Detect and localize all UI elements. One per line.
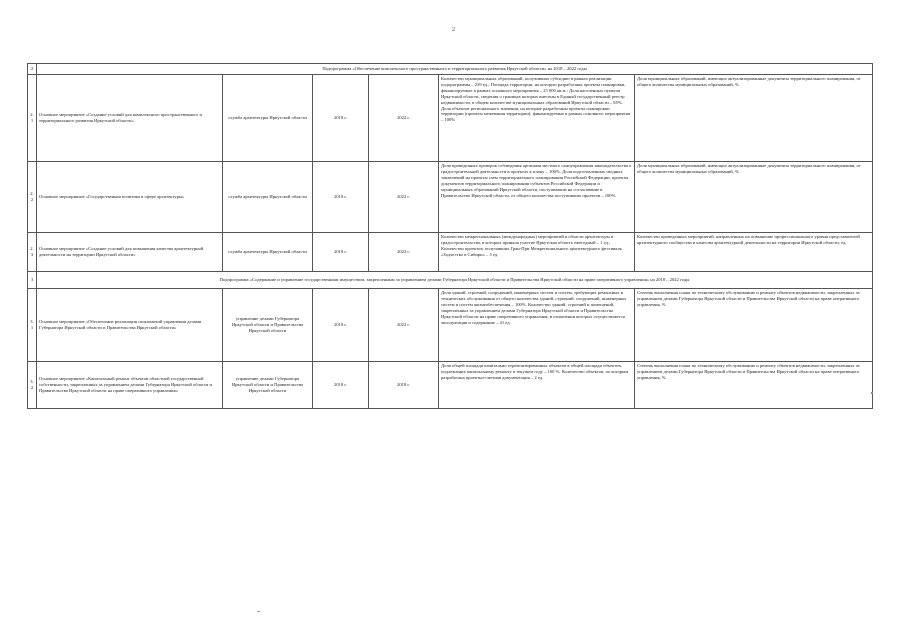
scan-speck bbox=[871, 392, 873, 394]
responsible-executor: служба архитектуры Иркутской области bbox=[223, 233, 313, 272]
table-row bbox=[28, 289, 873, 362]
program-table bbox=[27, 63, 873, 409]
section-number: 2 bbox=[28, 64, 37, 75]
section-header-row bbox=[28, 272, 873, 289]
section-title: Подпрограмма «Содержание и управление государственным имуществом, закрепленным за управлением делами Губернатора Иркутской области и Правительства Иркутской области на праве оперативного управления» на 2018 – 2022 годы bbox=[37, 272, 873, 289]
responsible-executor: управление делами Губернатора Иркутской области и Правительства Иркутской области bbox=[223, 362, 313, 409]
end-year: 2018 г. bbox=[369, 362, 439, 409]
row-number: 2.3 bbox=[28, 233, 37, 272]
responsible-executor: служба архитектуры Иркутской области bbox=[223, 75, 313, 162]
end-year: 2022 г. bbox=[369, 162, 439, 233]
row-number: 2.2 bbox=[28, 162, 37, 233]
end-year: 2022 г. bbox=[369, 233, 439, 272]
measure-name: Основное мероприятие «Создание условий для комплексного пространственного и территориального развития Иркутской области» bbox=[37, 75, 223, 162]
expected-results: Доля общей площади капитально отремонтированных объектов в общей площади объектов, подлежащих капитальному ремонту в текущем году – 100 %. Количество объектов, по которым разработана проектно-сметная документация – 2 ед. bbox=[439, 362, 635, 409]
row-number: 3.1 bbox=[28, 289, 37, 362]
responsible-executor: управление делами Губернатора Иркутской области и Правительства Иркутской области bbox=[223, 289, 313, 362]
expected-results: Доля проведенных проверок соблюдения органами местного самоуправления законодательства о градостроительной деятельности в проектах к плану – 100%. Доля подготовленных сводных заключений на проекты схем территориального планирования Российской Федерации, проекты документов территориального планирования субъектов Российской Федерации и муниципальных образований Иркутской области, поступившим на согласование в Правительство Иркутской области, от общего количества поступивших проектов – 100% bbox=[439, 162, 635, 233]
target-indicator: Степень выполнения плана по техническому обслуживанию и ремонту объектов недвижимости, закрепленных за управлением делами Губернатора Иркутской области и Правительства Иркутской области на праве оперативного управления, % bbox=[635, 289, 873, 362]
measure-name: Основное мероприятие «Обеспечение реализации полномочий управления делами Губернатора Иркутской области и Правительства Иркутской области» bbox=[37, 289, 223, 362]
measure-name: Основное мероприятие «Капитальный ремонт объектов областной государственной собственности, закрепленных за управлением делами Губернатора Иркутской области и Правительства Иркутской области на праве оперативного управления» bbox=[37, 362, 223, 409]
table-row bbox=[28, 233, 873, 272]
start-year: 2018 г. bbox=[313, 233, 369, 272]
table-row bbox=[28, 162, 873, 233]
start-year: 2018 г. bbox=[313, 362, 369, 409]
end-year: 2022 г. bbox=[369, 289, 439, 362]
expected-results: Доля зданий, строений, сооружений, инженерных систем и систем, требующих ремонтных и технических обслуживания от общего количества зданий, строений, сооружений, инженерных систем и систем жизнеобеспечения – 100%. Количество зданий, строений и помещений, закрепленных за управлением делами Губернатора Иркутской области и Правительства Иркутской области на праве оперативного управления, в отношении которых осуществляется эксплуатация и содержание – 41 ед. bbox=[439, 289, 635, 362]
row-number: 3.2 bbox=[28, 362, 37, 409]
page-number: 2 bbox=[452, 27, 455, 33]
target-indicator: Доля муниципальных образований, имеющих актуализированные документы территориального планирования, от общего количества муниципальных образований, % bbox=[635, 75, 873, 162]
row-number: 2.1 bbox=[28, 75, 37, 162]
start-year: 2018 г. bbox=[313, 289, 369, 362]
start-year: 2018 г. bbox=[313, 75, 369, 162]
table-row bbox=[28, 362, 873, 409]
measure-name: Основное мероприятие «Создание условий для повышения качества архитектурной деятельности на территории Иркутской области» bbox=[37, 233, 223, 272]
table-row bbox=[28, 75, 873, 162]
end-year: 2022 г. bbox=[369, 75, 439, 162]
section-title: Подпрограмма «Обеспечение комплексного пространственного и территориального развития Иркутской области» на 2018 – 2022 годы bbox=[37, 64, 873, 75]
start-year: 2018 г. bbox=[313, 162, 369, 233]
measure-name: Основное мероприятие «Государственная политика в сфере архитектуры» bbox=[37, 162, 223, 233]
expected-results: Количество муниципальных образований, получивших субсидию в рамках реализации подпрограммы – 239 ед.; Площадь территории, на которую разработаны проекты планировки, финансируемые в рамках основного мероприятия – 25 000 кв.м.; Доля населенных пунктов Иркутской области, сведения о границах которых внесены в Единый государственный реестр недвижимости, в общем количестве муниципальных образований Иркутской области – 85%. Доля объектов регионального значения, на которые разработаны проекты планировки территории (проекты межевания территории), финансируемые в рамках основного мероприятия – 100% bbox=[439, 75, 635, 162]
target-indicator: Доля муниципальных образований, имеющих актуализированные документы территориального планирования, от общего количества муниципальных образований, % bbox=[635, 162, 873, 233]
expected-results: Количество межрегиональных (международных) мероприятий в области архитектуры и градостроительства, в которых приняла участие Иркутская область ежегодный – 1 ед.; Количество проектов, получивших Гран-При Межрегионального архитектурного фестиваля «Зодчество в Сибири» – 5 ед. bbox=[439, 233, 635, 272]
section-number: 3 bbox=[28, 272, 37, 289]
target-indicator: Количество проведенных мероприятий, направленных на повышение профессионального уровня представителей архитектурного сообщества и качества архитектурной деятельности на территории Иркутской области, ед. bbox=[635, 233, 873, 272]
scan-mark bbox=[257, 611, 260, 612]
target-indicator: Степень выполнения плана по техническому обслуживанию и ремонту объектов недвижимости, закрепленных за управлением делами Губернатора Иркутской области и Правительства Иркутской области на праве оперативного управления, % bbox=[635, 362, 873, 409]
responsible-executor: служба архитектуры Иркутской области bbox=[223, 162, 313, 233]
section-header-row bbox=[28, 64, 873, 75]
